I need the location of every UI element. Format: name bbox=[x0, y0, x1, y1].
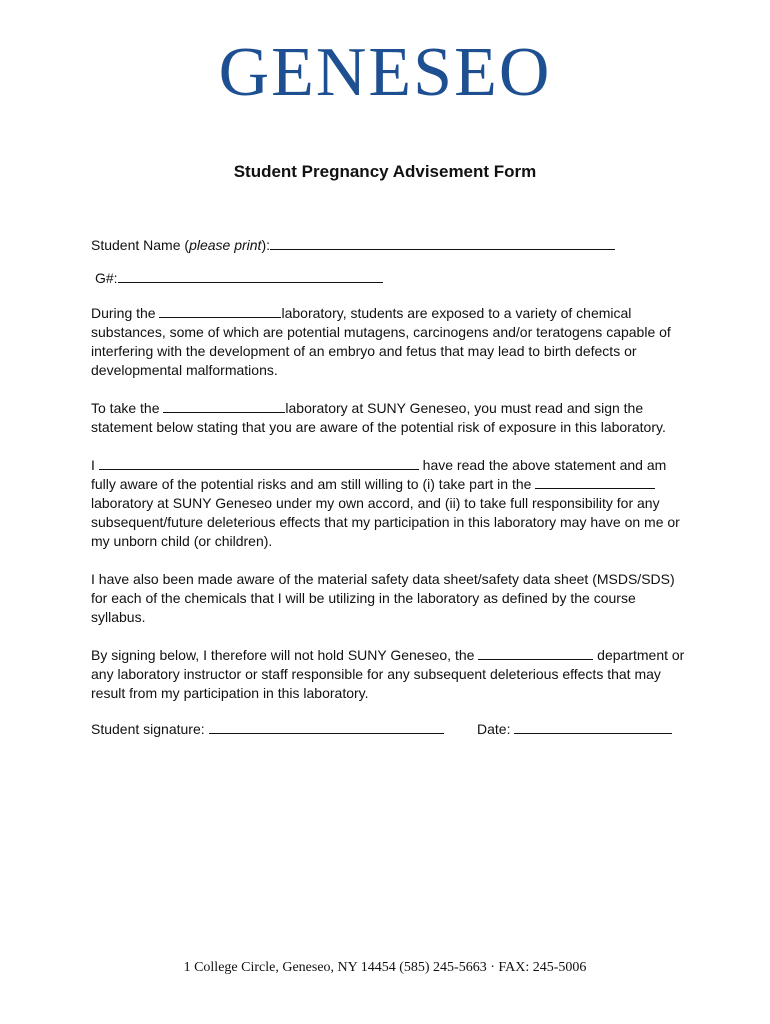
para1-text-a: During the bbox=[91, 305, 160, 321]
geneseo-logo: GENESEO bbox=[218, 34, 552, 111]
paragraph-release bbox=[91, 646, 691, 703]
signature-blank[interactable] bbox=[209, 720, 444, 734]
paragraph-exposure bbox=[91, 304, 691, 380]
para2-text-b: laboratory at SUNY Geneseo, you must read and sign the statement below stating that you are aware of the potential risk of exposure in this laboratory. bbox=[91, 400, 666, 435]
lab-name-blank-3[interactable] bbox=[535, 475, 655, 489]
form-title: Student Pregnancy Advisement Form bbox=[233, 162, 537, 181]
g-number-blank[interactable] bbox=[118, 268, 383, 283]
signature-label: Student signature: bbox=[91, 721, 209, 737]
para1-text-b: laboratory, students are exposed to a variety of chemical substances, some of which are potential mutagens, carcinogens and/or teratogens capable of interfering with the development of an embryo and fetus that may lead to birth defects or developmental malformations. bbox=[91, 305, 671, 378]
g-number-label: G#: bbox=[95, 270, 118, 286]
lab-name-blank-1[interactable] bbox=[159, 304, 281, 318]
student-name-field bbox=[91, 235, 615, 253]
department-blank[interactable] bbox=[478, 646, 593, 660]
paragraph-msds: I have also been made aware of the material safety data sheet/safety data sheet (MSDS/SDS) for each of the chemicals that I will be utilizing in the laboratory as defined by the course syllabus. bbox=[91, 571, 675, 625]
para5-text-b: department or any laboratory instructor or staff responsible for any subsequent deleterious effects that may result from my participation in this laboratory. bbox=[91, 647, 685, 701]
g-number-field bbox=[95, 268, 383, 286]
paragraph-statement bbox=[91, 456, 691, 551]
para3-text-a: I bbox=[91, 457, 99, 473]
date-field bbox=[477, 720, 672, 737]
para3-text-b: have read the above statement and am fully aware of the potential risks and am still willing to (i) take part in the bbox=[91, 457, 667, 492]
lab-name-blank-2[interactable] bbox=[163, 399, 285, 413]
paragraph-requirement bbox=[91, 399, 691, 437]
student-name-hint: please print bbox=[189, 237, 262, 253]
signature-row bbox=[91, 720, 681, 737]
para3-text-c: laboratory at SUNY Geneseo under my own accord, and (ii) to take full responsibility for any subsequent/future deleterious effects that my participation in this laboratory may have on me or my unborn child (or children). bbox=[91, 495, 680, 549]
para5-text-a: By signing below, I therefore will not hold SUNY Geneseo, the bbox=[91, 647, 479, 663]
para2-text-a: To take the bbox=[91, 400, 164, 416]
student-printed-name-blank[interactable] bbox=[99, 456, 419, 470]
date-blank[interactable] bbox=[514, 720, 672, 734]
student-name-label-suffix: ): bbox=[261, 237, 271, 253]
student-name-blank[interactable] bbox=[270, 235, 615, 250]
student-name-label: Student Name ( bbox=[91, 237, 190, 253]
date-label: Date: bbox=[477, 721, 515, 737]
footer-address: 1 College Circle, Geneseo, NY 14454 (585) 245-5663 · FAX: 245-5006 bbox=[183, 960, 587, 975]
